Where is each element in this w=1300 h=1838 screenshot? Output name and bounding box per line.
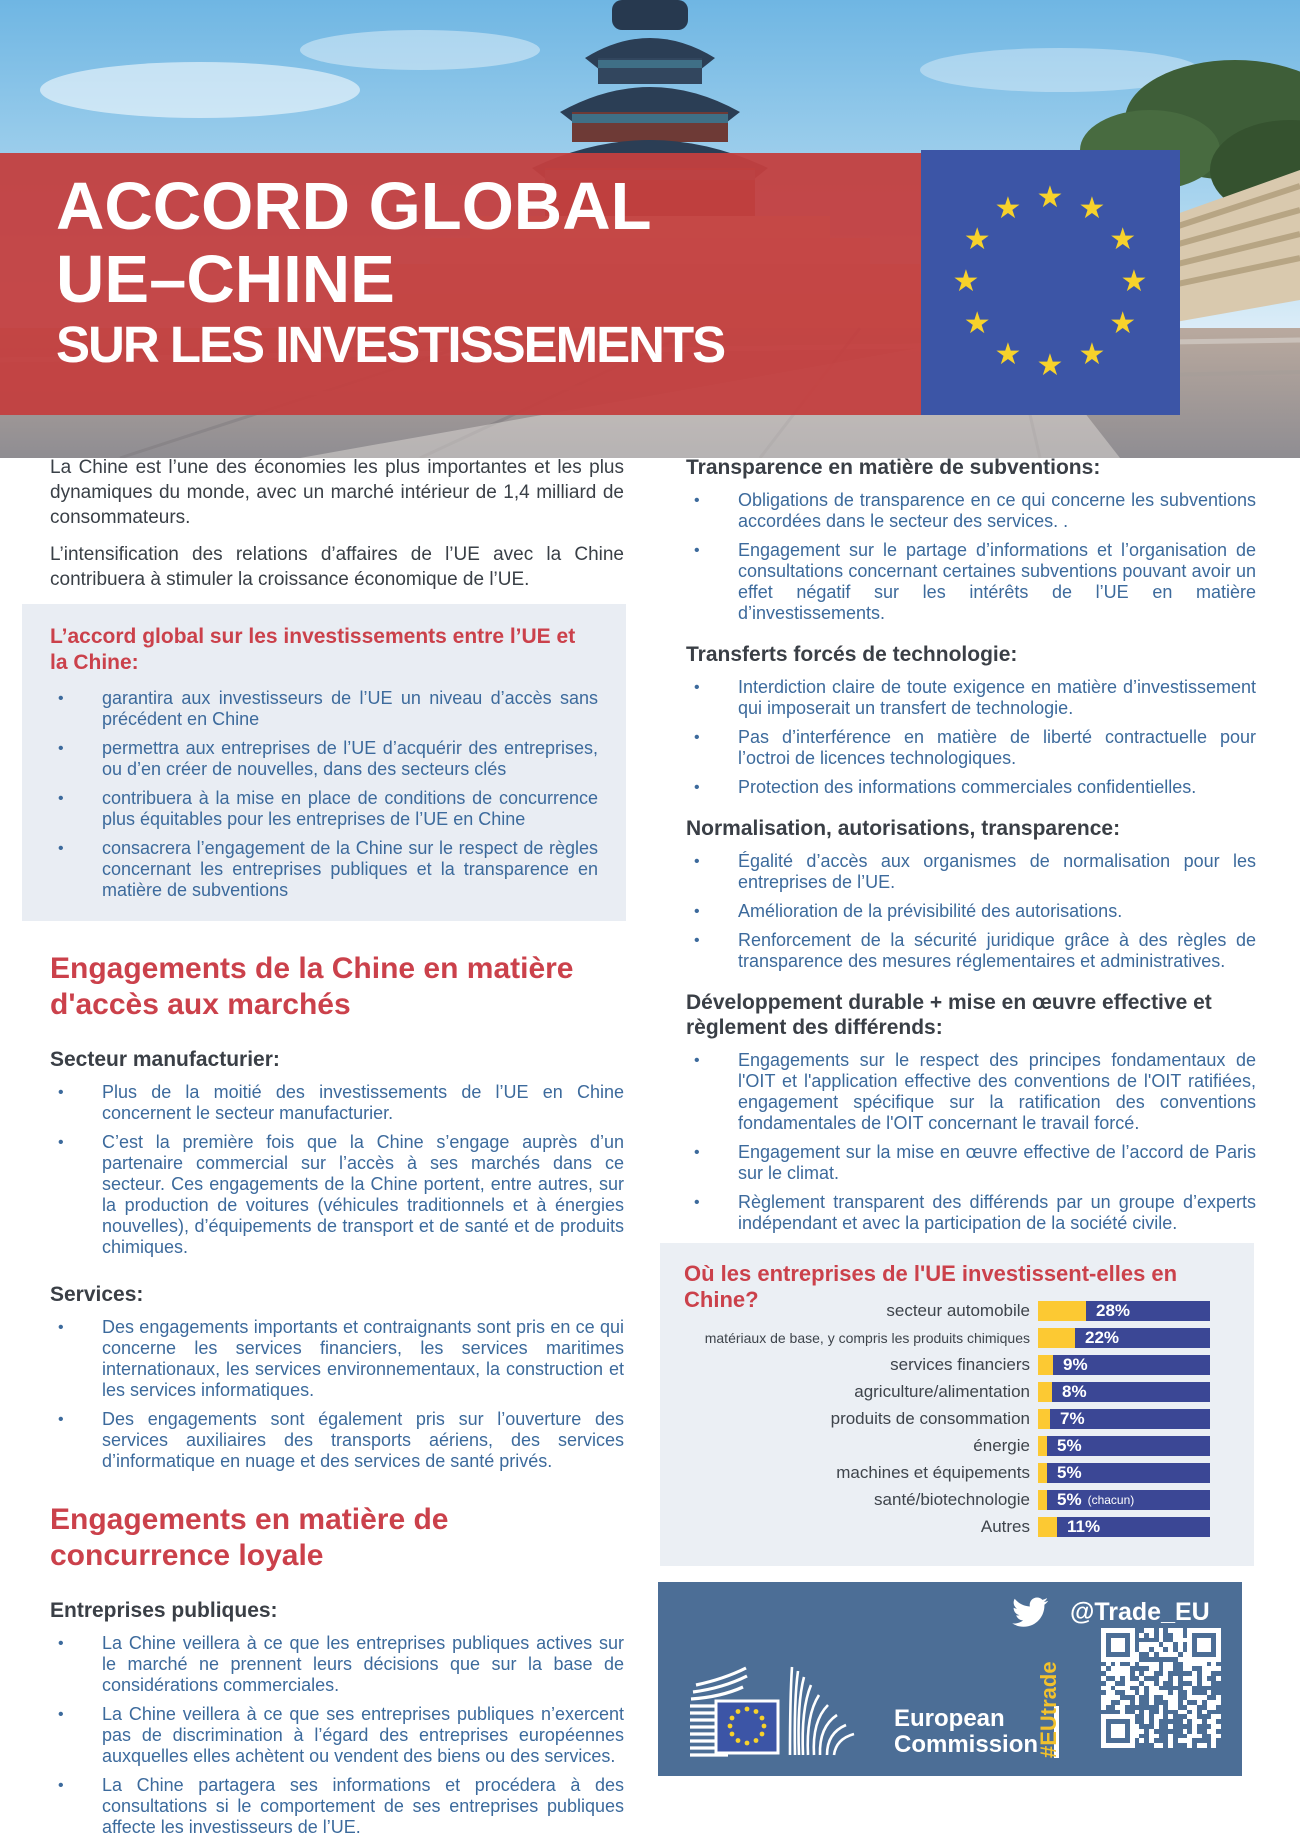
bullet-icon: •	[58, 1635, 64, 1652]
bullet-icon: •	[58, 1411, 64, 1428]
manufacturing-bullets	[50, 1082, 624, 1258]
investment-chart	[660, 1243, 1254, 1566]
agreement-highlight-box	[22, 604, 626, 921]
chart-row	[660, 1382, 1254, 1402]
ec-logo-text	[894, 1706, 1038, 1758]
chart-title: Où les entreprises de l'UE investissent-elles en Chine?	[684, 1261, 1178, 1312]
list-item	[686, 1142, 1256, 1184]
list-item	[50, 688, 598, 730]
list-item	[686, 777, 1256, 798]
subheading-standards: Normalisation, autorisations, transparence:	[686, 817, 1121, 840]
list-item	[686, 1050, 1256, 1134]
services-bullets	[50, 1317, 624, 1472]
chart-bar	[1038, 1382, 1210, 1402]
section-heading-market-access: Engagements de la Chine en matière d'accès aux marchés	[50, 952, 574, 1021]
chart-bar-percentage: 22%	[1085, 1328, 1120, 1347]
chart-row	[660, 1301, 1254, 1321]
chart-row	[660, 1355, 1254, 1375]
eu-star-icon: ★	[994, 192, 1022, 226]
bullet-icon: •	[58, 1706, 64, 1723]
chart-bar	[1038, 1436, 1210, 1456]
bullet-icon: •	[58, 740, 64, 757]
bullet-text: Égalité d’accès aux organismes de normalisation pour les entreprises de l’UE.	[738, 851, 1256, 892]
chart-bar-body	[1086, 1301, 1210, 1321]
list-item	[686, 727, 1256, 769]
eu-star-icon: ★	[963, 307, 991, 340]
chart-bar-label: énergie	[973, 1436, 1030, 1455]
chart-row	[660, 1328, 1254, 1348]
subheading-subsidies: Transparence en matière de subventions:	[686, 456, 1101, 479]
chart-bar-percentage: 5%	[1057, 1463, 1082, 1482]
chart-bar-percentage: 7%	[1060, 1409, 1085, 1428]
soe-bullets	[50, 1633, 624, 1838]
chart-bar-label: agriculture/alimentation	[854, 1382, 1030, 1401]
standards-bullets	[686, 851, 1256, 972]
chart-row	[660, 1463, 1254, 1483]
list-item	[50, 1317, 624, 1401]
chart-bar-label: services financiers	[890, 1355, 1030, 1374]
section-heading-fair-competition: Engagements en matière de concurrence loyale	[50, 1503, 449, 1572]
bullet-icon: •	[58, 1319, 64, 1336]
bullet-icon: •	[58, 1777, 64, 1794]
subheading-services: Services:	[50, 1283, 144, 1306]
subheading-sustainable-development: Développement durable + mise en œuvre effective et règlement des différends:	[686, 991, 1212, 1039]
list-item	[50, 838, 598, 901]
list-item	[686, 930, 1256, 972]
chart-bar-body	[1050, 1409, 1210, 1429]
bullet-icon: •	[58, 690, 64, 707]
list-item	[50, 1409, 624, 1472]
eu-star-icon: ★	[1109, 307, 1137, 340]
bullet-text: Obligations de transparence en ce qui concerne les subventions accordées dans le secteur des services. .	[738, 490, 1256, 531]
eu-star-icon: ★	[1036, 181, 1064, 214]
bullet-icon: •	[58, 840, 64, 857]
eu-star-icon: ★	[963, 223, 991, 256]
chart-bar-percentage: 9%	[1063, 1355, 1088, 1374]
list-item	[686, 540, 1256, 624]
chart-bar-value-segment	[1038, 1517, 1057, 1537]
chart-bar-value-segment	[1038, 1436, 1047, 1456]
twitter-handle: @Trade_EU	[1070, 1597, 1210, 1626]
chart-bar-percentage: 5%	[1057, 1436, 1082, 1455]
chart-bar	[1038, 1355, 1210, 1375]
bullet-icon: •	[694, 932, 700, 949]
ec-logo-line2: Commission	[894, 1731, 1039, 1758]
bullet-text: permettra aux entreprises de l’UE d’acquérir des entreprises, ou d’en créer de nouvelles, dans des secteurs clés	[102, 738, 598, 779]
chart-bar-body	[1052, 1382, 1210, 1402]
chart-bar-value-segment	[1038, 1490, 1047, 1510]
chart-rows	[660, 1301, 1254, 1537]
hashtag-eutrade: #EUtrade	[1036, 1661, 1061, 1758]
bullet-text: La Chine veillera à ce que ses entreprises publiques n’exercent pas de discrimination à l’égard des entreprises européennes auxquelles elles achètent ou vendent des biens ou des services.	[102, 1704, 624, 1766]
agreement-box-bullets	[50, 688, 598, 901]
footer	[658, 1582, 1242, 1776]
list-item	[686, 677, 1256, 719]
list-item	[50, 1633, 624, 1696]
chart-bar	[1038, 1463, 1210, 1483]
list-item	[686, 851, 1256, 893]
bullet-text: Amélioration de la prévisibilité des autorisations.	[738, 901, 1123, 921]
bullet-icon: •	[694, 903, 700, 920]
twitter-icon	[1008, 1594, 1052, 1630]
bullet-text: Protection des informations commerciales confidentielles.	[738, 777, 1197, 797]
bullet-icon: •	[694, 1052, 700, 1069]
header-photo	[0, 0, 1300, 458]
eu-star-icon: ★	[994, 337, 1022, 371]
chart-bar-value-segment	[1038, 1463, 1047, 1483]
title-line-3: SUR LES INVESTISSEMENTS	[56, 316, 725, 373]
chart-bar-value-segment	[1038, 1355, 1053, 1375]
bullet-text: Engagement sur le partage d’informations et l’organisation de consultations concernant certaines subventions pouvant avoir un effet négatif sur les intérêts de l’UE en matière d’investissements.	[738, 540, 1256, 623]
bullet-text: C’est la première fois que la Chine s’engage auprès d’un partenaire commercial sur l’accès à ses marchés dans ce secteur. Ces engagements de la Chine portent, entre autres, sur la production de voitures (véhicules traditionnels et à énergies nouvelles), d’équipements de transport et de santé et de produits chimiques.	[102, 1132, 624, 1257]
eu-star-icon: ★	[1120, 265, 1148, 298]
chart-bar-label: secteur automobile	[886, 1301, 1030, 1320]
eu-flag	[921, 150, 1180, 415]
list-item	[50, 788, 598, 830]
list-item	[50, 738, 598, 780]
chart-bar-label: matériaux de base, y compris les produits chimiques	[704, 1330, 1030, 1346]
bullet-icon: •	[694, 729, 700, 746]
eu-star-icon: ★	[1036, 349, 1064, 382]
subsidies-bullets	[686, 490, 1256, 624]
chart-bar-value-segment	[1038, 1382, 1052, 1402]
ec-logo-graphic	[688, 1665, 878, 1760]
chart-bar-label: santé/biotechnologie	[874, 1490, 1030, 1509]
bullet-text: contribuera à la mise en place de conditions de concurrence plus équitables pour les entreprises de l’UE en Chine	[102, 788, 598, 829]
subheading-tech-transfer: Transferts forcés de technologie:	[686, 643, 1018, 666]
european-commission-logo	[688, 1665, 1059, 1760]
chart-bar-label: produits de consommation	[830, 1409, 1030, 1428]
right-column	[686, 455, 1256, 1234]
bullet-text: La Chine veillera à ce que les entreprises publiques actives sur le marché ne prennent leurs décisions que sur la base de considérations commerciales.	[102, 1633, 624, 1695]
bullet-icon: •	[58, 790, 64, 807]
chart-row	[660, 1409, 1254, 1429]
title-line-1: ACCORD GLOBAL	[56, 169, 652, 244]
page-title	[56, 170, 724, 374]
bullet-text: La Chine partagera ses informations et procédera à des consultations si le comportement de ses entreprises publiques affecte les investisseurs de l’UE.	[102, 1775, 624, 1837]
chart-bar	[1038, 1490, 1210, 1510]
bullet-text: Règlement transparent des différends par un groupe d’experts indépendant et avec la participation de la société civile.	[738, 1192, 1256, 1233]
chart-row	[660, 1490, 1254, 1510]
bullet-text: Interdiction claire de toute exigence en matière d’investissement qui imposerait un transfert de technologie.	[738, 677, 1256, 718]
bullet-text: Pas d’interférence en matière de liberté contractuelle pour l’octroi de licences technologiques.	[738, 727, 1256, 768]
eu-star-icon: ★	[1078, 337, 1106, 371]
sustainable-development-bullets	[686, 1050, 1256, 1234]
intro-paragraph-2: L’intensification des relations d’affaires de l’UE avec la Chine contribuera à stimuler la croissance économique de l’UE.	[50, 544, 624, 590]
intro-paragraph-1: La Chine est l’une des économies les plus importantes et les plus dynamiques du monde, avec un marché intérieur de 1,4 milliard de consommateurs.	[50, 457, 624, 528]
bullet-icon: •	[694, 679, 700, 696]
chart-bar-note: (chacun)	[1087, 1493, 1135, 1507]
left-column	[50, 455, 624, 1838]
chart-bar-body	[1047, 1463, 1210, 1483]
bullet-icon: •	[58, 1134, 64, 1151]
chart-row	[660, 1517, 1254, 1537]
chart-bar	[1038, 1328, 1210, 1348]
bullet-text: Des engagements importants et contraignants sont pris en ce qui concerne les services financiers, les services maritimes internationaux, les services environnementaux, la construction et les services informatiques.	[102, 1317, 624, 1400]
chart-bar-percentage: 28%	[1096, 1301, 1131, 1320]
bullet-text: Des engagements sont également pris sur l’ouverture des services auxiliaires des transports aériens, des services d’informatique en nuage et des services de santé privés.	[102, 1409, 624, 1471]
bullet-icon: •	[58, 1084, 64, 1101]
list-item	[686, 901, 1256, 922]
bullet-icon: •	[694, 1144, 700, 1161]
bullet-icon: •	[694, 1194, 700, 1211]
chart-bar-body	[1047, 1436, 1210, 1456]
eu-star-icon: ★	[1078, 192, 1106, 226]
ec-logo-line1: European	[894, 1705, 1005, 1732]
bullet-text: Plus de la moitié des investissements de l’UE en Chine concernent le secteur manufacturier.	[102, 1082, 624, 1123]
chart-bar-label: machines et équipements	[836, 1463, 1030, 1482]
chart-bar-body	[1053, 1355, 1210, 1375]
tech-transfer-bullets	[686, 677, 1256, 798]
list-item	[50, 1704, 624, 1767]
title-line-2: UE–CHINE	[56, 242, 395, 317]
bullet-icon: •	[694, 853, 700, 870]
qr-code	[1101, 1628, 1221, 1748]
chart-bar-percentage: 8%	[1062, 1382, 1087, 1401]
chart-bar	[1038, 1517, 1210, 1537]
subheading-manufacturing: Secteur manufacturier:	[50, 1048, 280, 1071]
bullet-text: Renforcement de la sécurité juridique grâce à des règles de transparence des mesures réglementaires et administratives.	[738, 930, 1256, 971]
chart-bar-label: Autres	[980, 1517, 1030, 1536]
chart-bar-value-segment	[1038, 1328, 1075, 1348]
chart-bar	[1038, 1301, 1210, 1321]
chart-bar-body	[1057, 1517, 1210, 1537]
chart-bar-value-segment	[1038, 1409, 1050, 1429]
list-item	[50, 1775, 624, 1838]
chart-bar	[1038, 1409, 1210, 1429]
bullet-text: consacrera l’engagement de la Chine sur le respect de règles concernant les entreprises publiques et la transparence en matière de subventions	[102, 838, 598, 900]
list-item	[686, 1192, 1256, 1234]
eu-star-icon: ★	[952, 265, 980, 298]
bullet-text: Engagement sur la mise en œuvre effective de l’accord de Paris sur le climat.	[738, 1142, 1256, 1183]
chart-bar-percentage: 11%	[1067, 1517, 1101, 1536]
list-item	[50, 1132, 624, 1258]
subheading-soe: Entreprises publiques:	[50, 1599, 278, 1622]
chart-bar-body	[1047, 1490, 1210, 1510]
eu-star-icon: ★	[1109, 223, 1137, 256]
bullet-text: garantira aux investisseurs de l’UE un niveau d’accès sans précédent en Chine	[102, 688, 598, 729]
agreement-box-heading: L’accord global sur les investissements entre l’UE et la Chine:	[50, 625, 576, 674]
chart-row	[660, 1436, 1254, 1456]
chart-bar-value-segment	[1038, 1301, 1086, 1321]
list-item	[686, 490, 1256, 532]
twitter-block	[1008, 1594, 1210, 1630]
list-item	[50, 1082, 624, 1124]
bullet-icon: •	[694, 492, 700, 509]
bullet-text: Engagements sur le respect des principes fondamentaux de l'OIT et l'application effective des conventions de l'OIT ratifiées, engagement spécifique sur la ratification des conventions fondamentales de l'OIT concernant le travail forcé.	[738, 1050, 1256, 1133]
bullet-icon: •	[694, 542, 700, 559]
bullet-icon: •	[694, 779, 700, 796]
chart-bar-percentage: 5%	[1057, 1490, 1082, 1509]
chart-bar-body	[1075, 1328, 1210, 1348]
